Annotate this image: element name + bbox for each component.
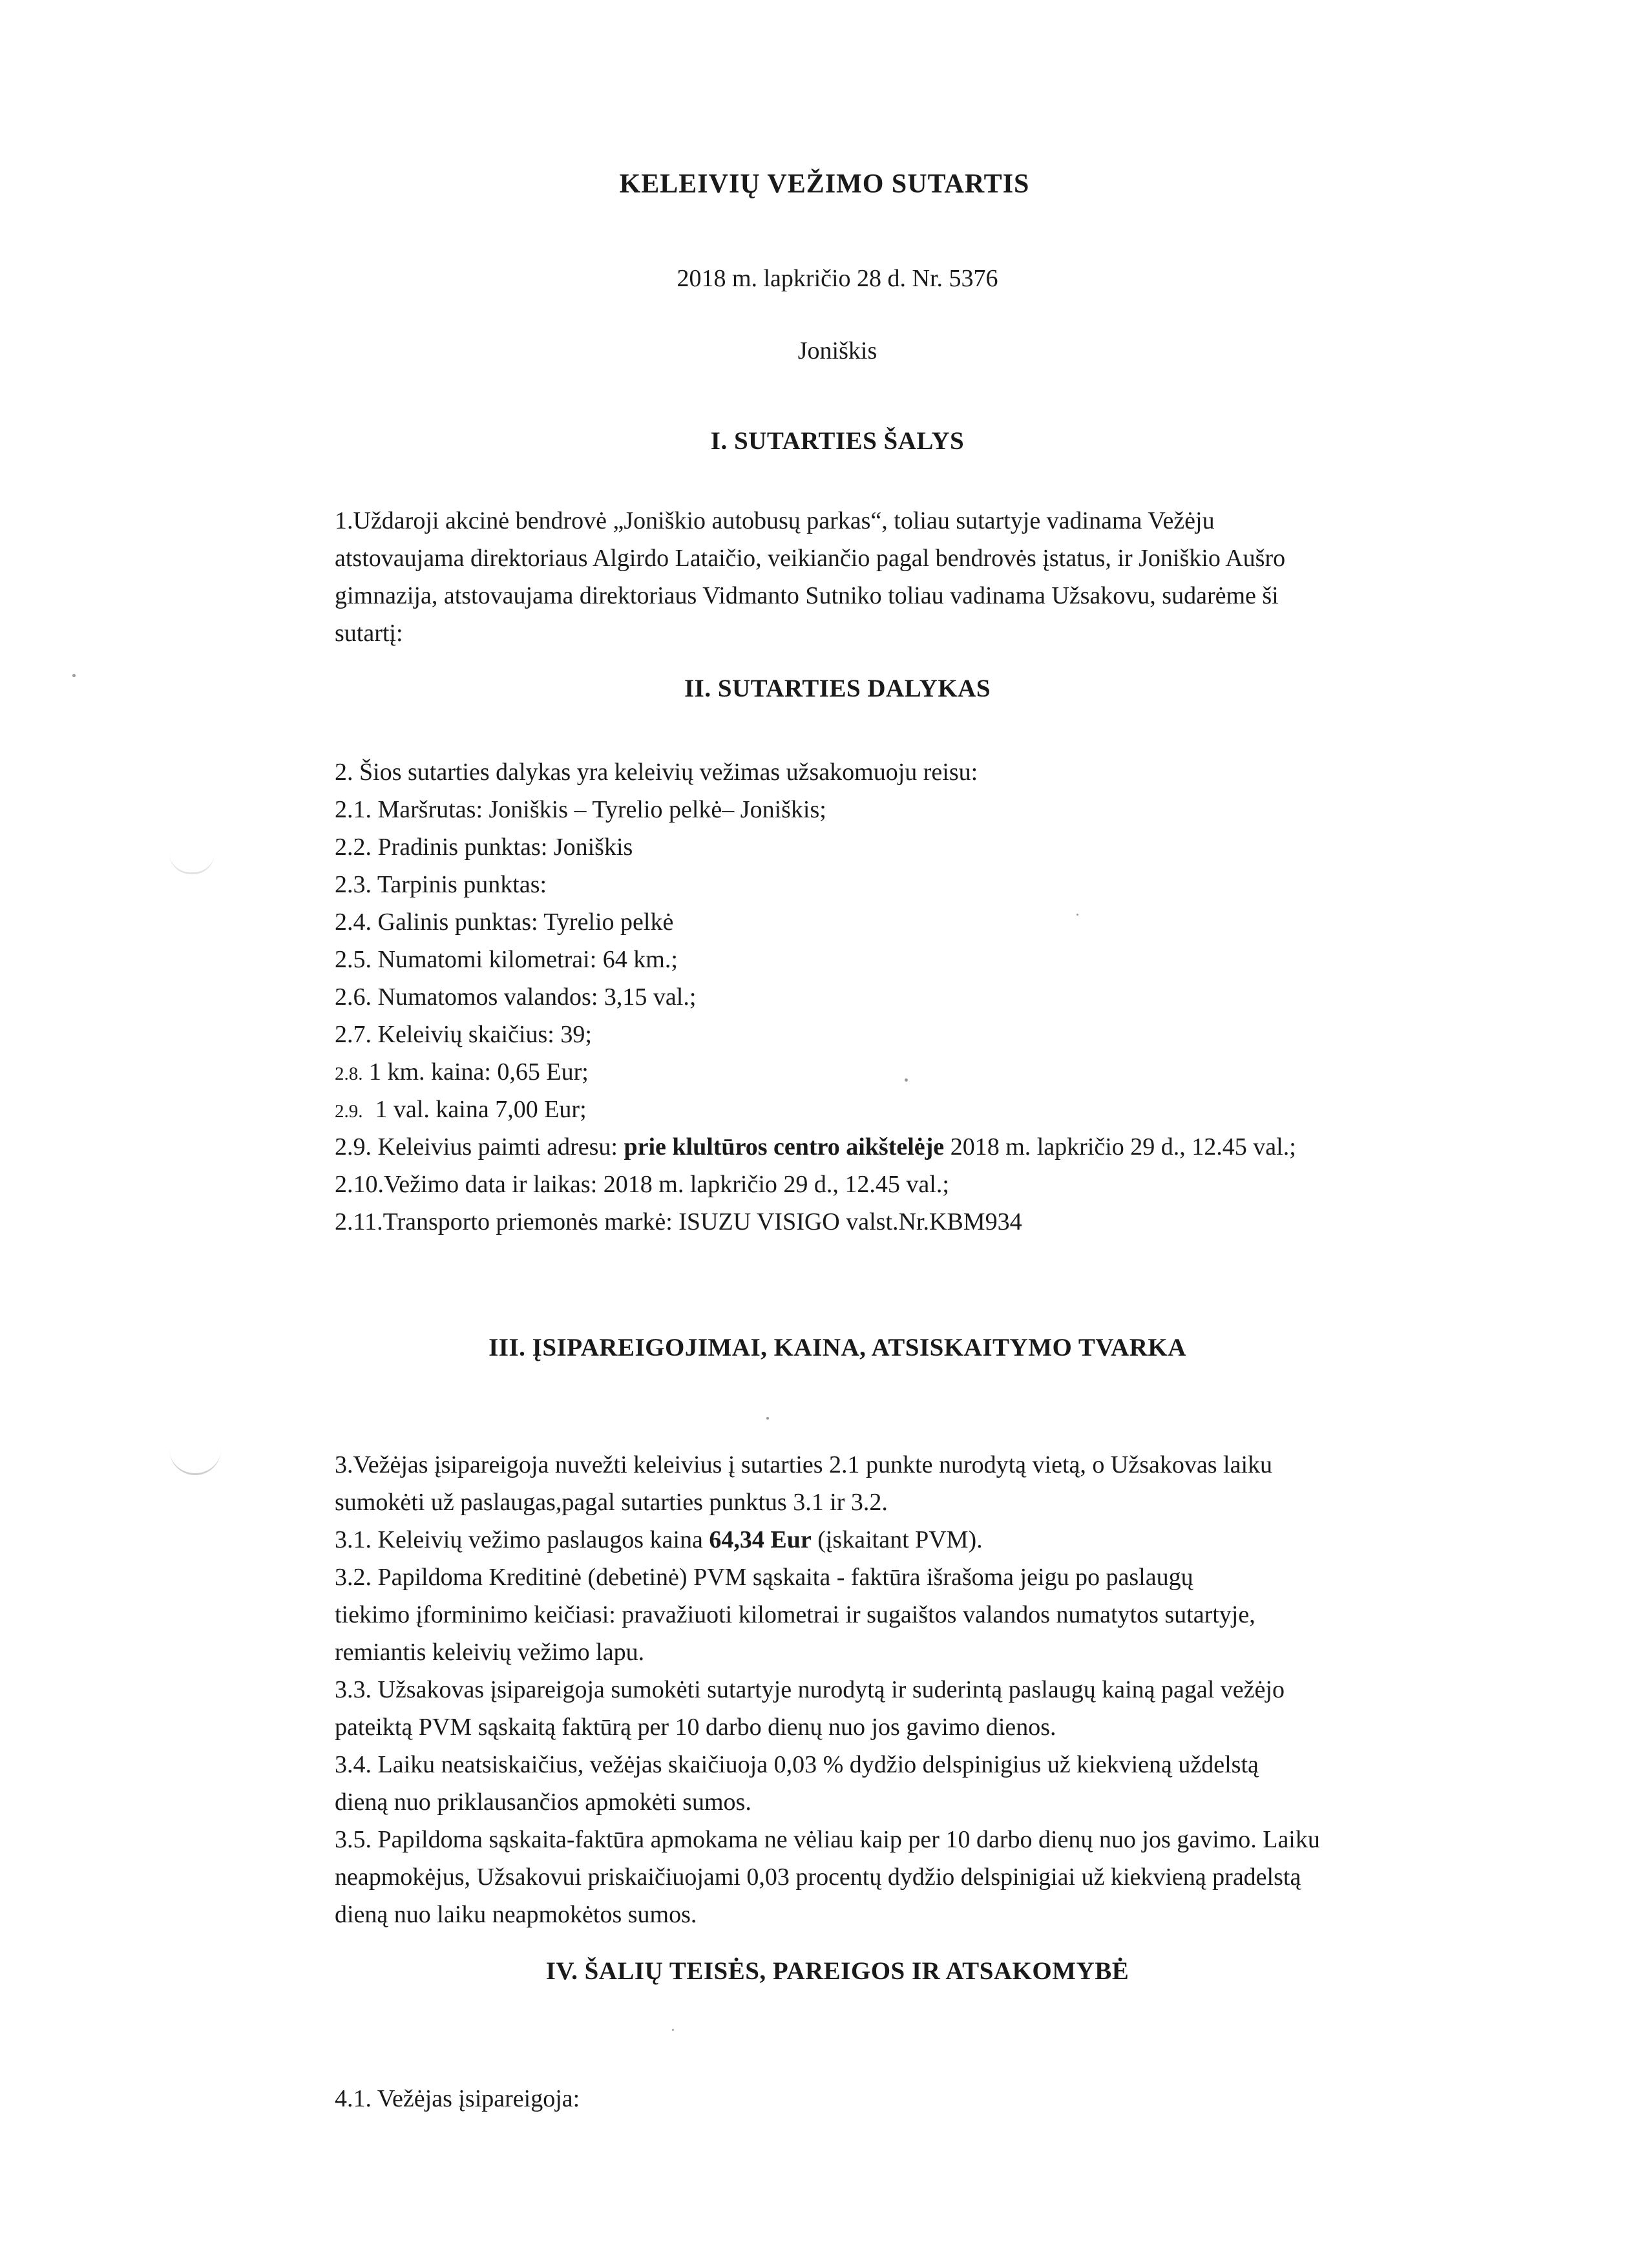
document-date-number: 2018 m. lapkričio 28 d. Nr. 5376 xyxy=(677,265,998,292)
section1-line-1: 1.Uždaroji akcinė bendrovė „Joniškio autobusų parkas“, toliau sutartyje vadinama Vežėju xyxy=(335,507,1215,534)
item-text-pre: 2.9. Keleivius paimti adresu: xyxy=(335,1133,624,1160)
item-text: 1 km. kaina: 0,65 Eur; xyxy=(369,1058,589,1086)
section3-p3-4-line-2: dieną nuo priklausančios apmokėti sumos. xyxy=(335,1789,751,1816)
section2-item-2-7: 2.7. Keleivių skaičius: 39; xyxy=(335,1021,592,1048)
section1-line-3: gimnazija, atstovaujama direktoriaus Vidmanto Sutniko toliau vadinama Užsakovu, sudarėme ši xyxy=(335,582,1279,609)
item-number: 2.8. xyxy=(335,1064,363,1084)
section3-p3-line-2: sumokėti už paslaugas,pagal sutarties punktus 3.1 ir 3.2. xyxy=(335,1489,888,1516)
item-text-pre: 3.1. Keleivių vežimo paslaugos kaina xyxy=(335,1526,709,1553)
section3-p3-line-1: 3.Vežėjas įsipareigoja nuvežti keleivius į sutarties 2.1 punkte nurodytą vietą, o Užsakovas laiku xyxy=(335,1451,1272,1478)
section2-intro: 2. Šios sutarties dalykas yra keleivių vežimas užsakomuoju reisu: xyxy=(335,759,978,786)
section3-p3-2-line-1: 3.2. Papildoma Kreditinė (debetinė) PVM sąskaita - faktūra išrašoma jeigu po paslaugų xyxy=(335,1564,1193,1591)
section2-item-2-5: 2.5. Numatomi kilometrai: 64 km.; xyxy=(335,946,678,973)
section2-item-2-9b xyxy=(335,1132,1296,1162)
price-amount: 64,34 Eur xyxy=(709,1526,812,1553)
document-title: KELEIVIŲ VEŽIMO SUTARTIS xyxy=(619,169,1030,199)
section1-line-4: sutartį: xyxy=(335,620,403,647)
section2-item-2-2: 2.2. Pradinis punktas: Joniškis xyxy=(335,834,633,861)
section2-item-2-10: 2.10.Vežimo data ir laikas: 2018 m. lapkričio 29 d., 12.45 val.; xyxy=(335,1171,949,1198)
section3-p3-3-line-2: pateiktą PVM sąskaitą faktūrą per 10 darbo dienų nuo jos gavimo dienos. xyxy=(335,1714,1056,1741)
section2-item-2-6: 2.6. Numatomos valandos: 3,15 val.; xyxy=(335,983,697,1011)
item-text-post: 2018 m. lapkričio 29 d., 12.45 val.; xyxy=(944,1133,1296,1160)
section3-p3-1 xyxy=(335,1525,983,1555)
section3-p3-3-line-1: 3.3. Užsakovas įsipareigoja sumokėti sutartyje nurodytą ir suderintą paslaugų kainą pagal vežėjo xyxy=(335,1676,1285,1703)
scan-speck xyxy=(672,2029,674,2031)
section2-heading: II. SUTARTIES DALYKAS xyxy=(684,675,991,702)
section3-p3-4-line-1: 3.4. Laiku neatsiskaičius, vežėjas skaičiuoja 0,03 % dydžio delspinigius už kiekvieną uždelstą xyxy=(335,1751,1259,1778)
section3-p3-2-line-3: remiantis keleivių vežimo lapu. xyxy=(335,1639,645,1666)
item-number: 2.9. xyxy=(335,1101,363,1122)
section2-item-2-1: 2.1. Maršrutas: Joniškis – Tyrelio pelkė– Joniškis; xyxy=(335,796,826,823)
scan-speck xyxy=(905,1078,908,1082)
pickup-address: prie klultūros centro aikštelėje xyxy=(624,1133,945,1160)
section3-heading: III. ĮSIPAREIGOJIMAI, KAINA, ATSISKAITYMO TVARKA xyxy=(488,1334,1186,1361)
item-text: 1 val. kaina 7,00 Eur; xyxy=(375,1096,587,1123)
section3-p3-5-line-2: neapmokėjus, Užsakovui priskaičiuojami 0,03 procentų dydžio delspinigiai už kiekvieną pradelstą xyxy=(335,1864,1301,1891)
document-city: Joniškis xyxy=(797,337,877,364)
punch-hole-shadow xyxy=(169,853,215,874)
section2-item-2-3: 2.3. Tarpinis punktas: xyxy=(335,871,547,898)
section3-p3-2-line-2: tiekimo įforminimo keičiasi: pravažiuoti kilometrai ir sugaištos valandos numatytos sutartyje, xyxy=(335,1601,1255,1628)
section2-item-2-4: 2.4. Galinis punktas: Tyrelio pelkė xyxy=(335,908,674,936)
section4-p4-1: 4.1. Vežėjas įsipareigoja: xyxy=(335,2085,580,2112)
section3-p3-5-line-1: 3.5. Papildoma sąskaita-faktūra apmokama ne vėliau kaip per 10 darbo dienų nuo jos gavimo. Laiku xyxy=(335,1826,1320,1853)
section3-p3-5-line-3: dieną nuo laiku neapmokėtos sumos. xyxy=(335,1901,697,1928)
scan-speck xyxy=(766,1417,769,1420)
item-text-post: (įskaitant PVM). xyxy=(811,1526,983,1553)
scan-speck xyxy=(1077,914,1078,916)
section1-line-2: atstovaujama direktoriaus Algirdo Lataičio, veikiančio pagal bendrovės įstatus, ir Joniškio Aušro xyxy=(335,545,1286,572)
section2-item-2-11: 2.11.Transporto priemonės markė: ISUZU VISIGO valst.Nr.KBM934 xyxy=(335,1208,1022,1235)
section2-item-2-9a xyxy=(335,1095,587,1126)
punch-hole-shadow xyxy=(169,1447,221,1475)
section1-heading: I. SUTARTIES ŠALYS xyxy=(710,427,965,455)
scan-speck xyxy=(72,674,76,677)
section4-heading: IV. ŠALIŲ TEISĖS, PAREIGOS IR ATSAKOMYBĖ xyxy=(545,1957,1129,1985)
section2-item-2-8 xyxy=(335,1057,589,1089)
